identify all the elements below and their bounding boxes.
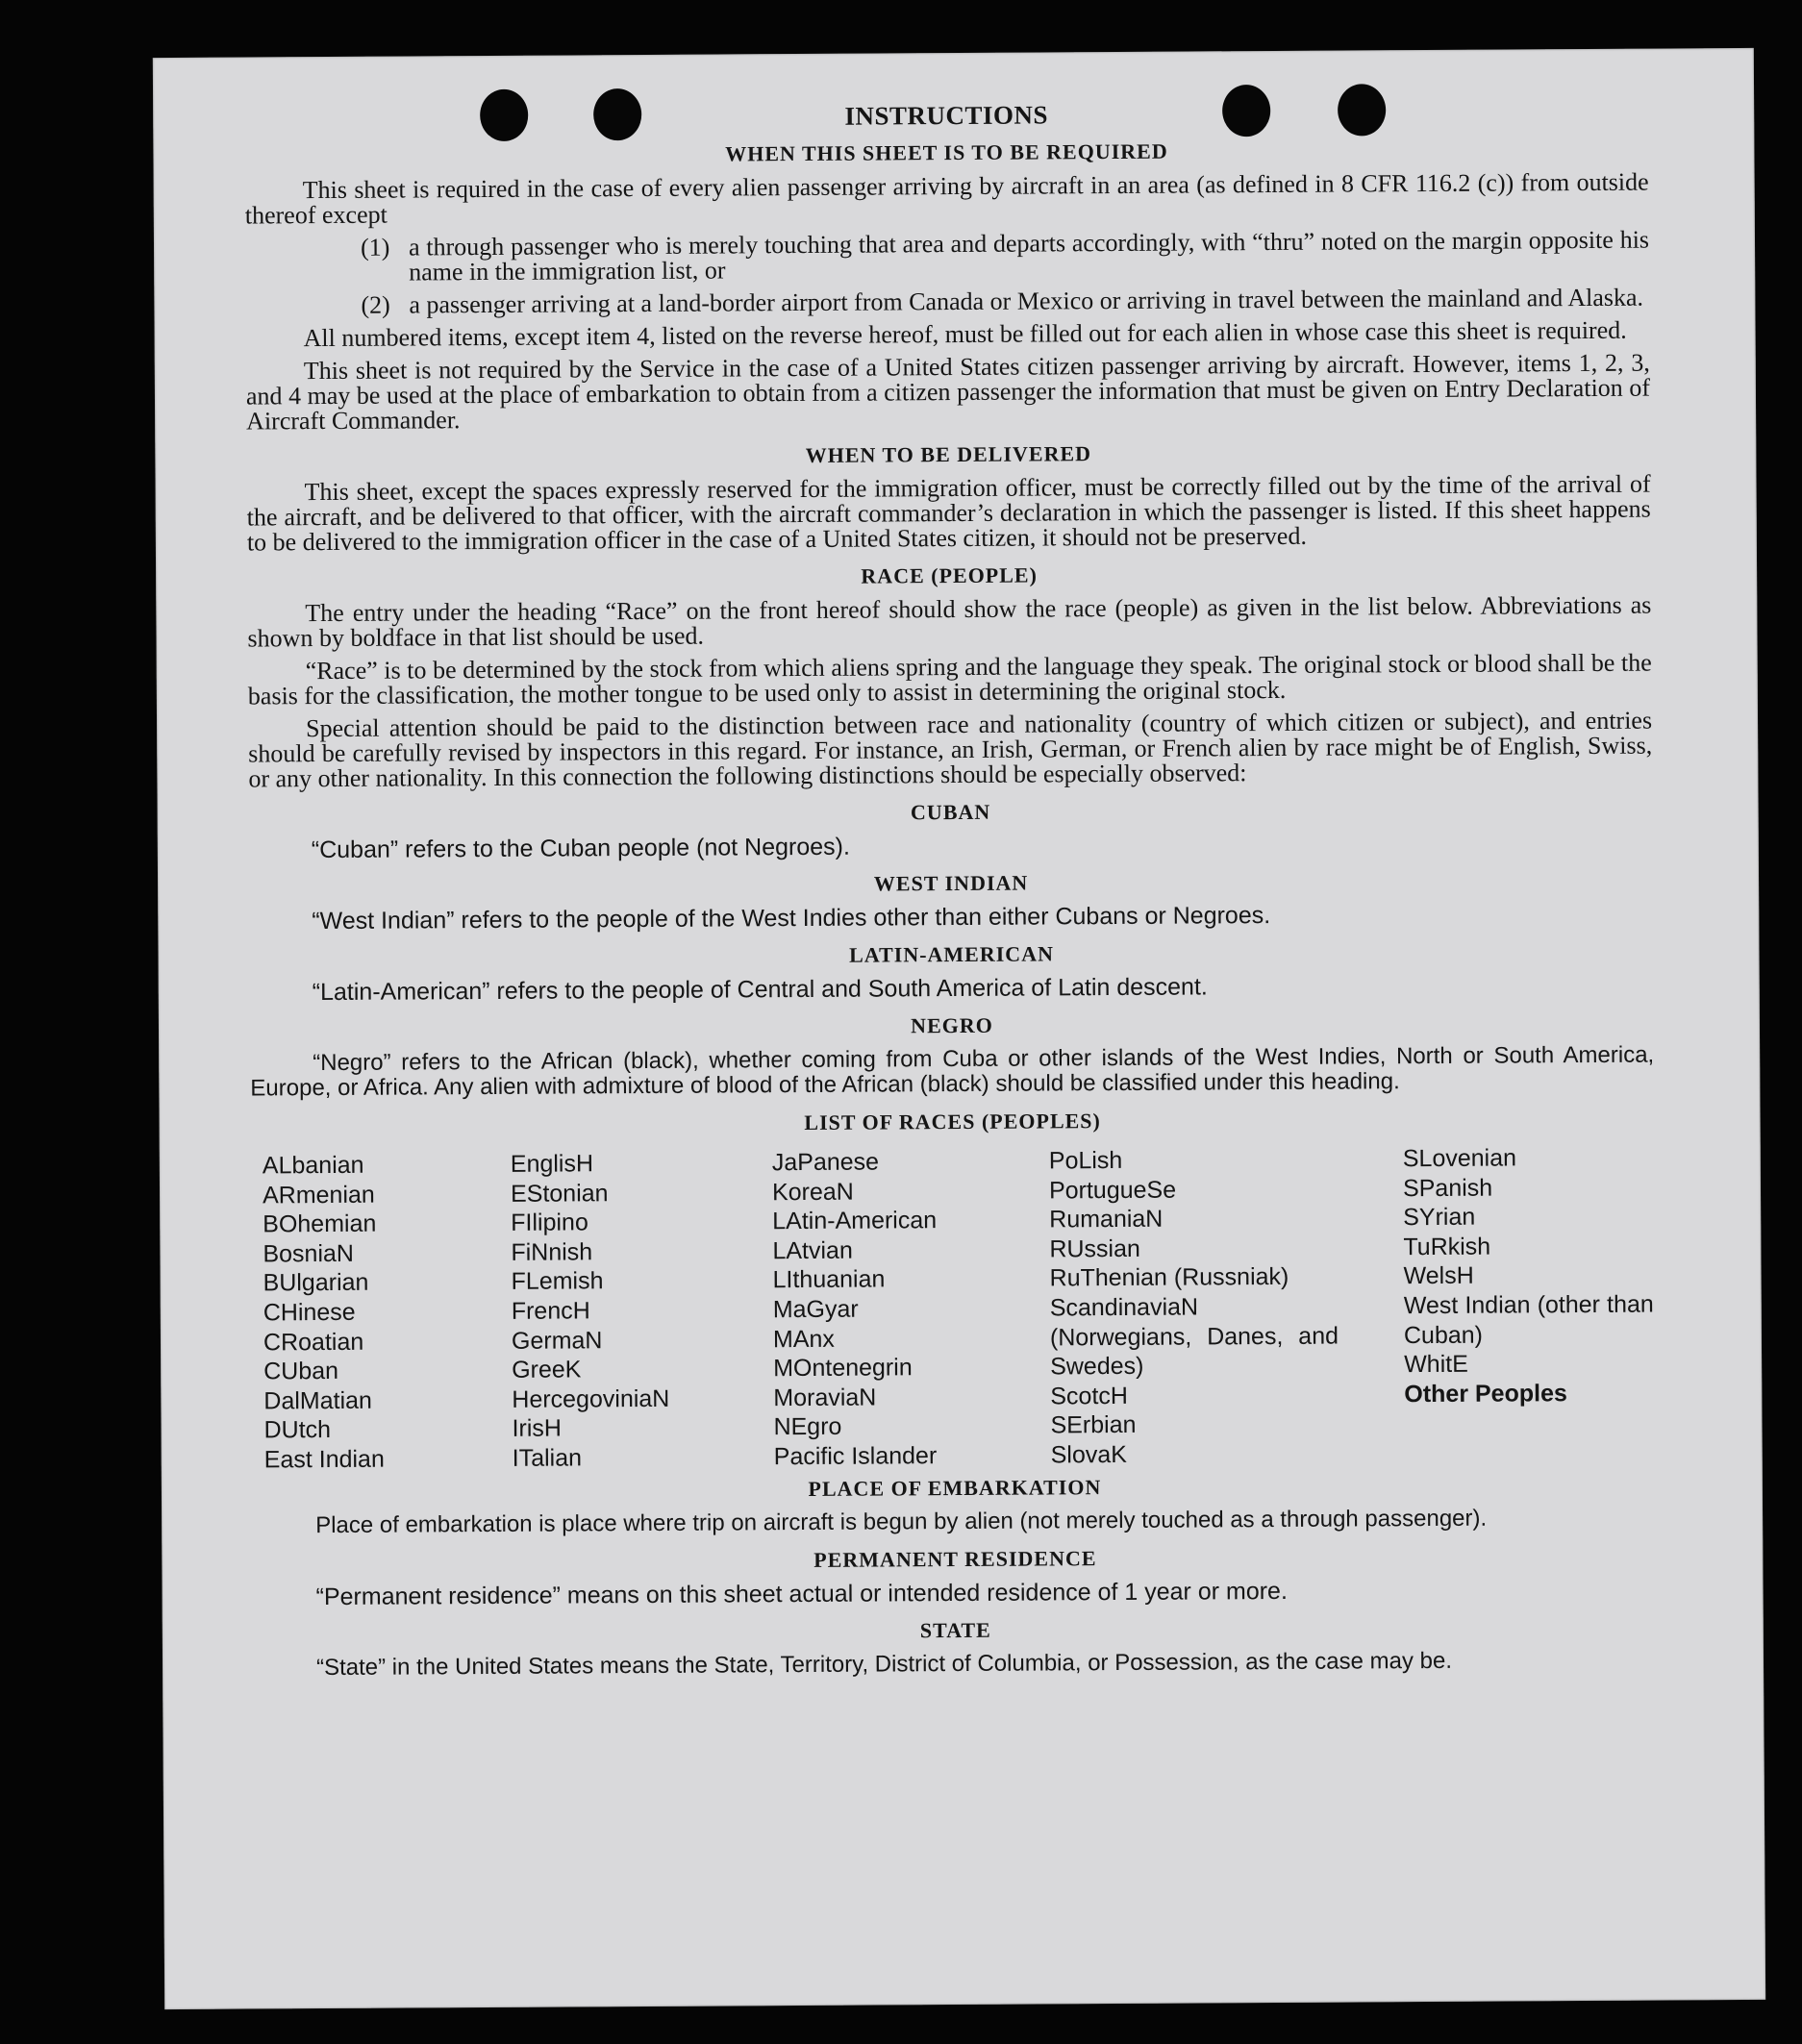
race-entry: DUtch <box>263 1416 332 1444</box>
race-entry: HercegoviniaN <box>512 1384 670 1413</box>
heading-delivered: WHEN TO BE DELIVERED <box>805 441 1092 467</box>
race-entry: MoraviaN <box>773 1383 877 1411</box>
race-entry: RuThenian (Russniak) <box>1049 1263 1289 1292</box>
race-entry: ScotcH <box>1050 1382 1129 1410</box>
race-entry: WelsH <box>1403 1262 1474 1290</box>
race-paragraph-3: Special attention should be paid to the distinction between race and nationality (country of which citizen or subject), and entries should be carefully revised by inspectors in this regard. For instance, an Irish, German, or French alien by race might be of English, Swiss, or any other nationality. In this connection the following distinctions should be especially observed: <box>248 706 1653 793</box>
heading-cuban: CUBAN <box>910 799 991 825</box>
west-indian-definition: “West Indian” refers to the people of the West Indies other than either Cubans or Negroes. <box>312 902 1271 935</box>
residence-definition: “Permanent residence” means on this sheet actual or intended residence of 1 year or more. <box>315 1577 1288 1610</box>
race-entry: RUssian <box>1049 1234 1140 1263</box>
races-column-4 <box>1049 1144 1405 1470</box>
race-entry: FiNnish <box>511 1238 593 1266</box>
race-entry: TuRkish <box>1403 1233 1491 1260</box>
race-entry: SPanish <box>1402 1174 1493 1202</box>
race-west-indian: West Indian (other than Cuban) <box>1403 1290 1654 1349</box>
race-entry: SlovaK <box>1050 1440 1128 1469</box>
item-number: (2) <box>361 290 390 319</box>
numbered-items-paragraph: All numbered items, except item 4, listed on the reverse hereof, must be filled out for each alien in whose case this sheet is required. <box>303 315 1627 353</box>
race-entry: DalMatian <box>263 1386 372 1415</box>
race-scandinavian: ScandinaviaN (Norwegians, Danes, and Swedes) <box>1049 1293 1339 1381</box>
race-entry: CHinese <box>263 1298 356 1327</box>
embarkation-definition: Place of embarkation is place where trip on aircraft is begun by alien (not merely touched as a through passenger). <box>315 1505 1488 1538</box>
item-text: a through passenger who is merely touching that area and departs accordingly, with “thru” noted on the margin opposite his name in the immigration list, or <box>408 225 1650 287</box>
exception-item-1 <box>360 225 1650 287</box>
race-entry: MOntenegrin <box>773 1354 913 1383</box>
races-group <box>1049 1144 1404 1293</box>
heading-list-of-races: LIST OF RACES (PEOPLES) <box>804 1109 1101 1134</box>
heading-embarkation: PLACE OF EMBARKATION <box>808 1474 1102 1501</box>
race-entry: KoreaN <box>771 1178 854 1206</box>
required-intro: This sheet is required in the case of every alien passenger arriving by aircraft in an area (as defined in 8 CFR 116.2 (c)) from outside thereof except <box>244 167 1649 230</box>
races-group <box>1404 1349 1667 1380</box>
race-entry: CUban <box>263 1358 339 1385</box>
races-group <box>1050 1380 1405 1470</box>
exception-item-2 <box>361 283 1649 319</box>
races-list <box>263 1143 1657 1475</box>
instructions-content <box>244 97 1658 1686</box>
races-column-2 <box>511 1148 774 1473</box>
page-title: INSTRUCTIONS <box>844 100 1049 131</box>
race-entry: MAnx <box>772 1325 835 1353</box>
race-entry: FIlipino <box>511 1209 588 1237</box>
race-entry: IrisH <box>512 1414 563 1443</box>
race-other-peoples: Other Peoples <box>1404 1379 1567 1408</box>
race-entry: JaPanese <box>771 1148 880 1177</box>
citizen-paragraph: This sheet is not required by the Service in the case of a United States citizen passenger arriving by aircraft. However, items 1, 2, 3, and 4 may be used at the place of embarkation to obtain from a citizen passenger the information that must be given on Entry Declaration of Aircraft Commander. <box>245 348 1651 436</box>
race-entry: EnglisH <box>510 1150 594 1178</box>
latin-american-definition: “Latin-American” refers to the people of Central and South America of Latin descent. <box>312 973 1208 1007</box>
race-entry: EStonian <box>510 1179 609 1208</box>
races-column-1 <box>263 1150 513 1475</box>
race-entry: MaGyar <box>772 1295 859 1324</box>
races-group <box>1403 1143 1667 1292</box>
race-entry: PortugueSe <box>1048 1176 1177 1205</box>
race-entry: East Indian <box>263 1445 385 1474</box>
heading-negro: NEGRO <box>911 1012 993 1038</box>
race-entry: LAtin-American <box>772 1207 938 1235</box>
item-number: (1) <box>360 233 390 262</box>
race-entry: SYrian <box>1403 1203 1476 1232</box>
races-column-3 <box>772 1146 1051 1471</box>
heading-west-indian: WEST INDIAN <box>873 870 1029 896</box>
race-entry: FrencH <box>511 1297 590 1325</box>
cuban-definition: “Cuban” refers to the Cuban people (not Negroes). <box>311 833 850 864</box>
heading-required: WHEN THIS SHEET IS TO BE REQUIRED <box>725 138 1168 166</box>
item-text: a passenger arriving at a land-border airport from Canada or Mexico or arriving in travel between the mainland and Alaska. <box>409 283 1644 319</box>
race-entry: PoLish <box>1048 1146 1123 1175</box>
race-entry: ARmenian <box>262 1181 375 1209</box>
heading-race: RACE (PEOPLE) <box>861 562 1038 588</box>
heading-latin-american: LATIN-AMERICAN <box>849 941 1055 967</box>
race-entry: ALbanian <box>262 1151 364 1180</box>
race-entry: NEgro <box>773 1413 842 1441</box>
race-entry: Pacific Islander <box>773 1442 938 1471</box>
race-paragraph-1: The entry under the heading “Race” on the front hereof should show the race (people) as given in the list below. Abbreviations as shown by boldface in that list should be used. <box>247 590 1652 653</box>
document-page <box>153 48 1765 2009</box>
heading-permanent-residence: PERMANENT RESIDENCE <box>813 1545 1097 1572</box>
race-entry: CRoatian <box>263 1328 364 1356</box>
race-entry: RumaniaN <box>1049 1205 1164 1234</box>
race-entry: BUlgarian <box>263 1269 369 1297</box>
race-entry: FLemish <box>511 1267 604 1296</box>
race-entry: SLovenian <box>1402 1144 1517 1173</box>
race-entry: ITalian <box>512 1444 583 1472</box>
race-entry: SErbian <box>1050 1411 1137 1439</box>
delivered-paragraph: This sheet, except the spaces expressly reserved for the immigration officer, must be correctly filled out by the time of the arrival of the aircraft, and be delivered to that officer, with the aircraft commander’s declaration in which the passenger is listed. If this sheet happens to be delivered to the immigration officer in the case of a United States citizen, it should not be preserved. <box>246 469 1651 557</box>
race-entry: BOhemian <box>263 1209 377 1238</box>
race-entry: GermaN <box>511 1326 603 1355</box>
race-entry: LIthuanian <box>772 1265 886 1294</box>
state-definition: “State” in the United States means the State, Territory, District of Columbia, or Possession, as the case may be. <box>315 1647 1453 1681</box>
negro-definition: “Negro” refers to the African (black), whether coming from Cuba or other islands of the West Indies, North or South America, Europe, or Africa. Any alien with admixture of blood of the African (black) should be classified under this heading. <box>250 1041 1655 1102</box>
race-entry: BosniaN <box>263 1239 355 1268</box>
race-entry: WhitE <box>1404 1350 1468 1379</box>
race-entry: LAtvian <box>772 1236 853 1264</box>
race-paragraph-2: “Race” is to be determined by the stock from which aliens spring and the language they speak. The original stock or blood shall be the basis for the classification, the mother tongue to be used only to assist in determining the original stock. <box>247 648 1652 710</box>
races-column-5 <box>1403 1143 1668 1468</box>
race-entry: GreeK <box>512 1356 582 1384</box>
heading-state: STATE <box>919 1617 991 1642</box>
